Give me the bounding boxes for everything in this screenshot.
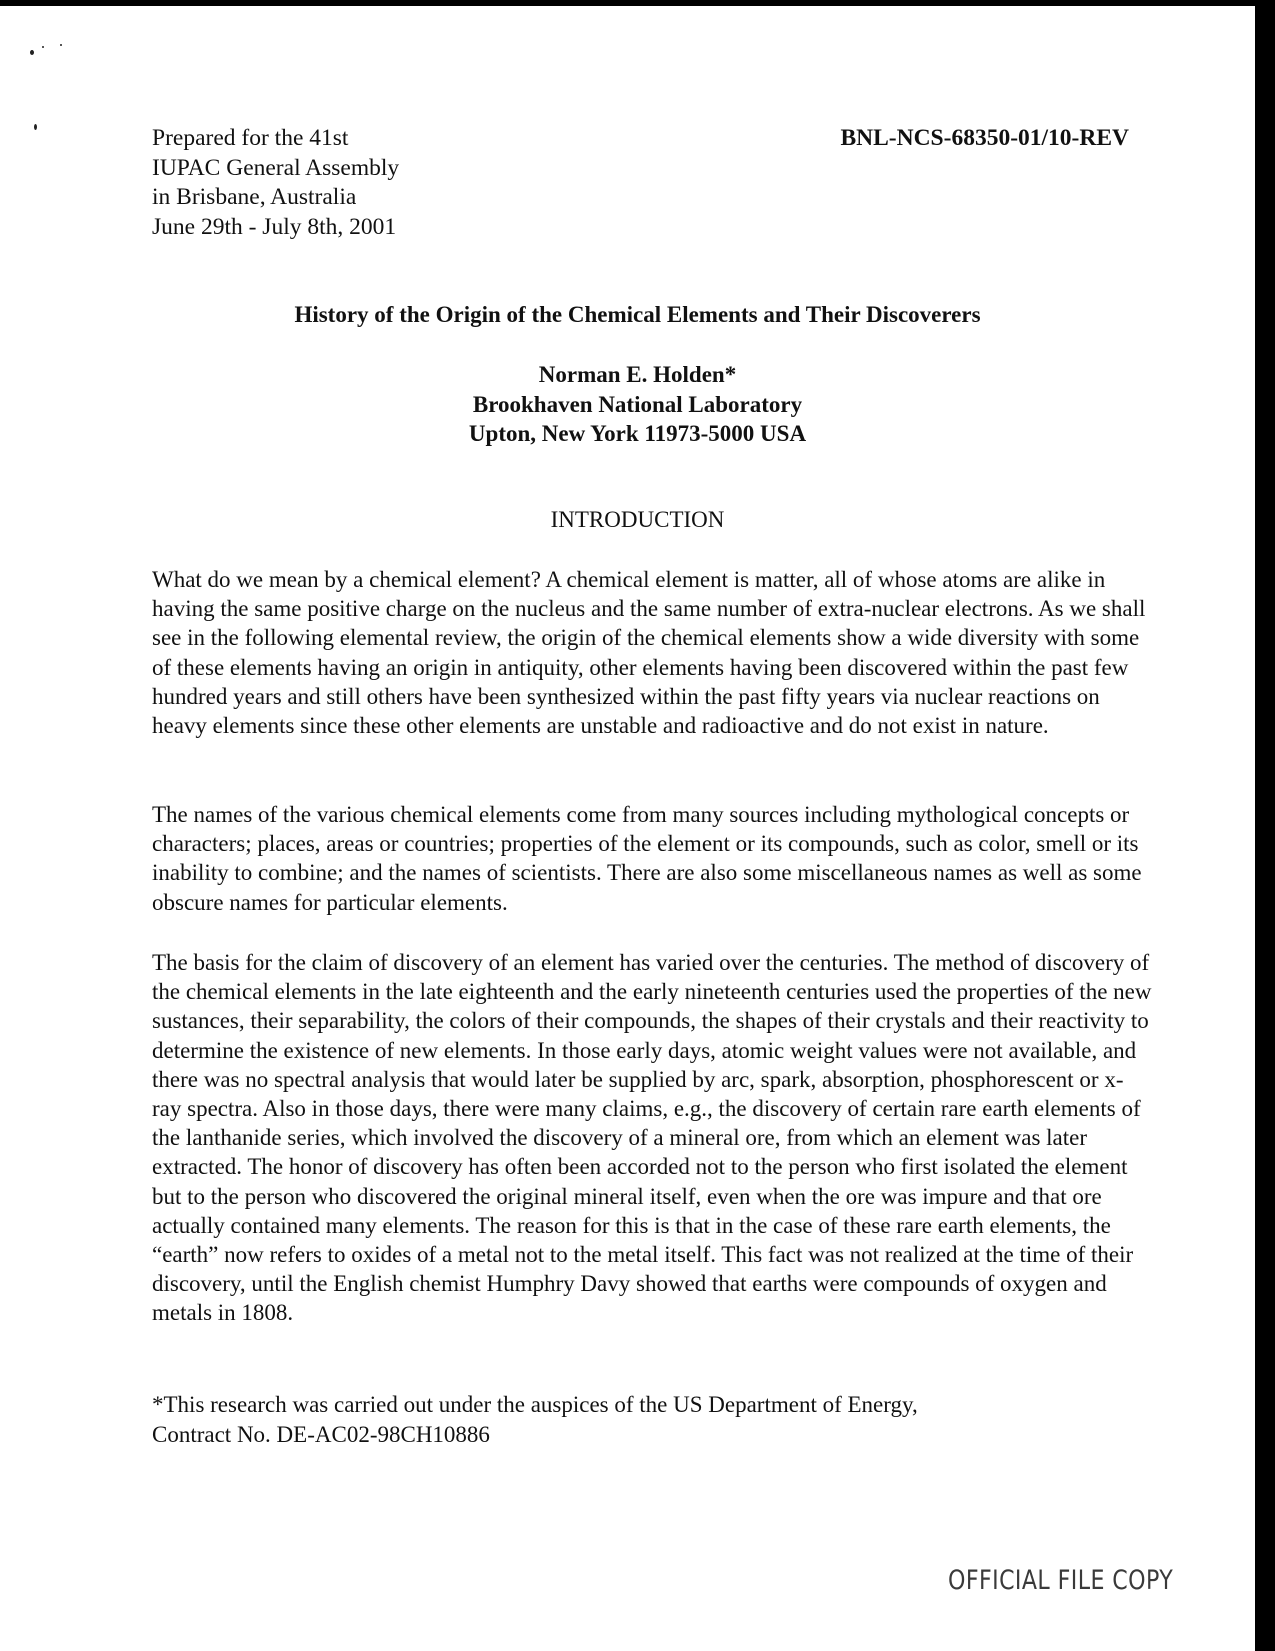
footnote-line: *This research was carried out under the auspices of the US Department of Energy, [152,1392,918,1417]
author-affiliation: Brookhaven National Laboratory [472,391,803,417]
scan-speck [42,46,44,48]
paragraph-text: The basis for the claim of discovery of an element has varied over the centuries. The method of discovery of the chemical elements in the late eighteenth and the early nineteenth centuries used the properties of the new sustances, their separability, the colors of their compounds, the shapes of their crystals and their reactivity to determine the existence of new elements. In those early days, atomic weight values were not available, and there was no spectral analysis that would later be supplied by arc, spark, absorption, phosphorescent or x-ray spectra. Also in those days, there were many claims, e.g., the discovery of certain rare earth elements of the lanthanide series, which involved the discovery of a mineral ore, from which an element was later extracted. The honor of discovery has often been accorded not to the person who first isolated the element but to the person who discovered the original mineral itself, even when the ore was impure and that ore actually contained many elements. The reason for this is that in the case of these rare earth elements, the “earth” now refers to oxides of a metal not to the metal itself. This fact was not realized at the time of their discovery, until the English chemist Humphry Davy showed that earths were compounds of oxygen and metals in 1808. [152,950,1152,1326]
author-block [0,360,1275,449]
scan-speck [34,124,37,130]
scan-speck [30,50,34,55]
paragraph [152,565,1152,740]
meta-line: in Brisbane, Australia [152,184,357,210]
document-title: History of the Origin of the Chemical Elements and Their Discoverers [294,302,981,327]
footnote [152,1390,918,1450]
scan-right-edge [1255,0,1275,1651]
author-name: Norman E. Holden* [538,362,737,387]
scan-speck [60,44,62,46]
paragraph-text: The names of the various chemical elements come from many sources including mythological concepts or characters; places, areas or countries; properties of the element or its compounds, such as color, smell or its inability to combine; and the names of scientists. There are also some miscellaneous names as well as some obscure names for particular elements. [152,802,1142,915]
paragraph [152,948,1152,1328]
paragraph [152,800,1152,917]
footnote-line: Contract No. DE-AC02-98CH10886 [152,1422,490,1447]
official-file-copy-stamp: OFFICIAL FILE COPY [948,1565,1174,1596]
meta-line: June 29th - July 8th, 2001 [152,213,397,240]
paragraph-text: What do we mean by a chemical element? A chemical element is matter, all of whose atoms are alike in having the same positive charge on the nucleus and the same number of extra-nuclear electrons. As we shall see in the following elemental review, the origin of the chemical elements show a wide diversity with some of these elements having an origin in antiquity, other elements having been discovered within the past few hundred years and still others have been synthesized within the past fifty years via nuclear reactions on heavy elements since these other elements are unstable and radioactive and do not exist in nature. [152,567,1146,739]
meta-line: IUPAC General Assembly [152,154,400,181]
prepared-for-block [152,124,399,242]
meta-line: Prepared for the 41st [152,125,349,151]
author-address: Upton, New York 11973-5000 USA [468,421,807,446]
report-number: BNL-NCS-68350-01/10-REV [840,125,1129,151]
section-heading: INTRODUCTION [550,507,725,532]
scan-top-edge [0,0,1275,6]
